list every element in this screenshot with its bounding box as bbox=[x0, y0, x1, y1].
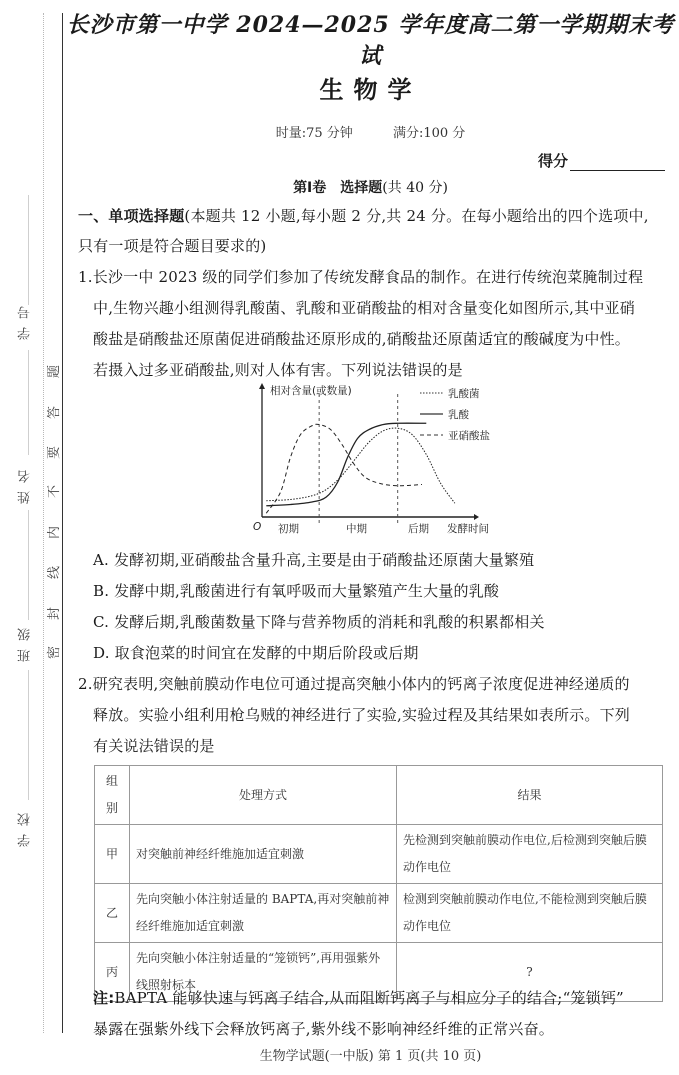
header-result: 结果 bbox=[397, 766, 663, 825]
cell-group: 甲 bbox=[95, 825, 130, 884]
cell-treatment: 对突触前神经纤维施加适宜刺激 bbox=[130, 825, 397, 884]
series-line-dashed bbox=[266, 424, 422, 513]
seal-char: 不 bbox=[47, 484, 63, 499]
full-score: 满分:100 分 bbox=[392, 126, 466, 141]
part-title: 一、单项选择题 bbox=[78, 207, 185, 225]
seal-char: 答 bbox=[47, 405, 63, 420]
field-label-student-id: 学号 bbox=[18, 298, 33, 340]
question-stem-line: 研究表明,突触前膜动作电位可通过提高突触小体内的钙离子浓度促进神经递质的 bbox=[92, 675, 630, 693]
seal-char: 题 bbox=[47, 364, 63, 379]
cell-treatment: 先向突触小体注射适量的“笼锁钙”,再用强紫外线照射标本 bbox=[130, 943, 397, 1002]
option-c: C. 发酵后期,乳酸菌数量下降与营养物质的消耗和乳酸的积累都相关 bbox=[93, 613, 545, 631]
question-stem-line: 有关说法错误的是 bbox=[93, 737, 215, 755]
series-line-solid bbox=[266, 423, 426, 506]
question-number: 1. bbox=[78, 268, 93, 286]
seal-char: 密 bbox=[47, 645, 63, 660]
exam-meta bbox=[62, 122, 679, 141]
question-stem-line: 若摄入过多亚硝酸盐,则对人体有害。下列说法错误的是 bbox=[93, 361, 463, 379]
seal-char: 封 bbox=[47, 606, 63, 621]
question-number: 2. bbox=[78, 675, 93, 693]
part-desc-line: (本题共 12 小题,每小题 2 分,共 24 分。在每小题给出的四个选项中, bbox=[184, 207, 649, 225]
field-line-class bbox=[28, 510, 29, 620]
seal-char: 内 bbox=[47, 525, 63, 540]
part-desc-line: 只有一项是符合题目要求的) bbox=[78, 237, 267, 255]
subject-title: 生物学 bbox=[319, 76, 422, 104]
legend-label: 亚硝酸盐 bbox=[448, 430, 490, 442]
x-tick-label: 后期 bbox=[408, 523, 429, 535]
cell-result: 检测到突触前膜动作电位,不能检测到突触后膜动作电位 bbox=[397, 884, 663, 943]
origin-label: O bbox=[253, 521, 262, 533]
field-line-name bbox=[28, 350, 29, 455]
question-stem-line: 长沙一中 2023 级的同学们参加了传统发酵食品的制作。在进行传统泡菜腌制过程 bbox=[92, 268, 644, 286]
score-blank[interactable] bbox=[570, 156, 665, 171]
note-text: BAPTA 能够快速与钙离子结合,从而阻断钙离子与相应分子的结合;“笼锁钙” bbox=[114, 989, 624, 1007]
x-axis-arrow bbox=[474, 514, 479, 520]
legend-label: 乳酸 bbox=[448, 409, 469, 421]
score-field[interactable] bbox=[538, 150, 665, 171]
question-stem-line: 酸盐是硝酸盐还原菌促进硝酸盐还原形成的,硝酸盐还原菌适宜的酸碱度为中性。 bbox=[93, 330, 630, 348]
x-axis-label: 发酵时间 bbox=[447, 523, 489, 535]
fermentation-chart bbox=[250, 380, 510, 540]
note-label: 注: bbox=[93, 989, 115, 1007]
field-line-student-id bbox=[28, 195, 29, 305]
cell-result: ? bbox=[397, 943, 663, 1002]
cell-result: 先检测到突触前膜动作电位,后检测到突触后膜动作电位 bbox=[397, 825, 663, 884]
y-axis-arrow bbox=[259, 383, 265, 389]
note-text: 暴露在强紫外线下会释放钙离子,紫外线不影响神经纤维的正常兴奋。 bbox=[93, 1020, 554, 1038]
question-stem-line: 释放。实验小组利用枪乌贼的神经进行了实验,实验过程及其结果如表所示。下列 bbox=[93, 706, 630, 724]
option-d: D. 取食泡菜的时间宜在发酵的中期后阶段或后期 bbox=[93, 644, 419, 662]
x-tick-label: 中期 bbox=[346, 523, 367, 535]
question-stem-line: 中,生物兴趣小组测得乳酸菌、乳酸和亚硝酸盐的相对含量变化如图所示,其中亚硝 bbox=[93, 299, 635, 317]
option-a: A. 发酵初期,亚硝酸盐含量升高,主要是由于硝酸盐还原菌大量繁殖 bbox=[93, 551, 535, 569]
time-limit: 时量:75 分钟 bbox=[275, 126, 353, 141]
page-footer: 生物学试题(一中版) 第 1 页(共 10 页) bbox=[259, 1049, 482, 1064]
seal-dotted-line bbox=[43, 13, 44, 1033]
question-2-line bbox=[78, 673, 630, 694]
part-instructions bbox=[78, 205, 649, 226]
experiment-table bbox=[94, 765, 663, 1002]
header-group: 组别 bbox=[95, 766, 130, 825]
table-row bbox=[95, 884, 663, 943]
option-b: B. 发酵中期,乳酸菌进行有氧呼吸而大量繁殖产生大量的乳酸 bbox=[93, 582, 500, 600]
seal-char: 要 bbox=[47, 445, 63, 460]
x-tick-label: 初期 bbox=[278, 523, 299, 535]
cell-treatment: 先向突触小体注射适量的 BAPTA,再对突触前神经纤维施加适宜刺激 bbox=[130, 884, 397, 943]
question-1-line bbox=[78, 266, 643, 287]
section-title-rest: (共 40 分) bbox=[382, 180, 448, 196]
field-line-school bbox=[28, 670, 29, 800]
exam-title: 长沙市第一中学 2024—2025 学年度高二第一学期期末考试 bbox=[66, 12, 675, 69]
section-title bbox=[62, 177, 679, 197]
field-label-class: 班级 bbox=[18, 620, 33, 662]
note-line bbox=[93, 987, 624, 1008]
score-label: 得分 bbox=[538, 152, 569, 170]
section-title-bold: 第Ⅰ卷 选择题 bbox=[293, 180, 383, 196]
header-treatment: 处理方式 bbox=[130, 766, 397, 825]
legend-label: 乳酸菌 bbox=[448, 388, 480, 400]
series-line-dotted bbox=[266, 428, 455, 503]
margin-solid-line bbox=[62, 13, 63, 1033]
field-label-name: 姓名 bbox=[18, 462, 33, 504]
field-label-school: 学校 bbox=[18, 805, 33, 847]
y-axis-label: 相对含量(或数量) bbox=[270, 385, 352, 397]
table-header-row bbox=[95, 766, 663, 825]
cell-group: 乙 bbox=[95, 884, 130, 943]
cell-group: 丙 bbox=[95, 943, 130, 1002]
seal-char: 线 bbox=[47, 565, 63, 580]
table-row bbox=[95, 825, 663, 884]
